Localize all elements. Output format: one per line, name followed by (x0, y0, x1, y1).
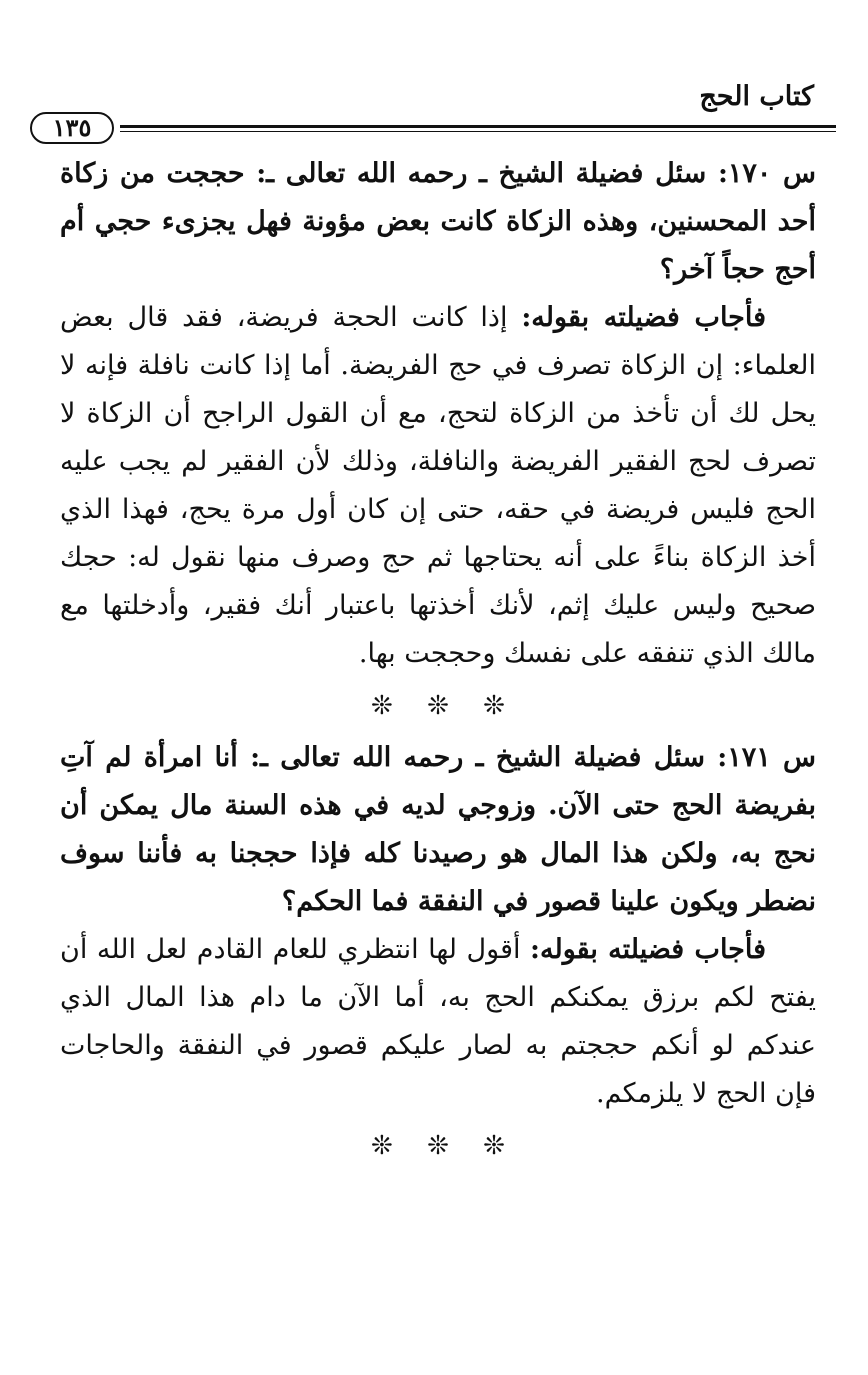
question-label: س ١٧١: (717, 742, 817, 773)
answer-label: فأجاب فضيلته بقوله: (521, 302, 766, 333)
question-label: س ١٧٠: (717, 158, 817, 189)
answer-text: أقول لها انتظري للعام القادم لعل الله أن يفتح لكم برزق يمكنكم الحج به، أما الآن ما دام هذا المال الذي عندكم لو أنكم حججتم به لصار عليكم قصور في النفقة والحاجات فإن الحج لا يلزمكم. (60, 934, 816, 1109)
section-separator: ❊ ❊ ❊ (371, 691, 505, 721)
section-separator: ❊ ❊ ❊ (371, 1131, 505, 1161)
question-text: سئل فضيلة الشيخ ـ رحمه الله تعالى ـ: حججت من زكاة أحد المحسنين، وهذه الزكاة كانت بعض مؤونة فهل يجزىء حجي أم أحج حجاً آخر؟ (60, 158, 816, 285)
question-171 (60, 734, 816, 926)
answer-label: فأجاب فضيلته بقوله: (530, 934, 767, 965)
book-title: كتاب الحج (699, 81, 814, 112)
header-rule (120, 125, 836, 128)
answer-171 (60, 926, 816, 1118)
question-170 (60, 150, 816, 294)
header-rule-thin (120, 131, 836, 132)
page-content (60, 150, 816, 1174)
question-text: سئل فضيلة الشيخ ـ رحمه الله تعالى ـ: أنا امرأة لم آتِ بفريضة الحج حتى الآن. وزوجي لديه في هذه السنة مال يمكن أن نحج به، ولكن هذا المال هو رصيدنا كله فإذا حججنا به فأننا سوف نضطر ويكون علينا قصور في النفقة فما الحكم؟ (60, 742, 816, 917)
answer-170 (60, 294, 816, 678)
page-header (30, 70, 836, 150)
page-number: ١٣٥ (30, 112, 114, 144)
answer-text: إذا كانت الحجة فريضة، فقد قال بعض العلماء: إن الزكاة تصرف في حج الفريضة. أما إذا كانت نافلة فإنه لا يحل لك أن تأخذ من الزكاة لتحج، مع أن القول الراجح أن الزكاة لا تصرف لحج الفقير الفريضة والنافلة، وذلك لأن الفقير لم يجب عليه الحج فليس فريضة في حقه، حتى إن كان أول مرة يحج، فهذا الذي أخذ الزكاة بناءً على أنه يحتاجها ثم حج وصرف منها نقول له: حجك صحيح وليس عليك إثم، لأنك أخذتها باعتبار أنك فقير، وأدخلتها مع مالك الذي تنفقه على نفسك وحججت بها. (60, 302, 816, 669)
